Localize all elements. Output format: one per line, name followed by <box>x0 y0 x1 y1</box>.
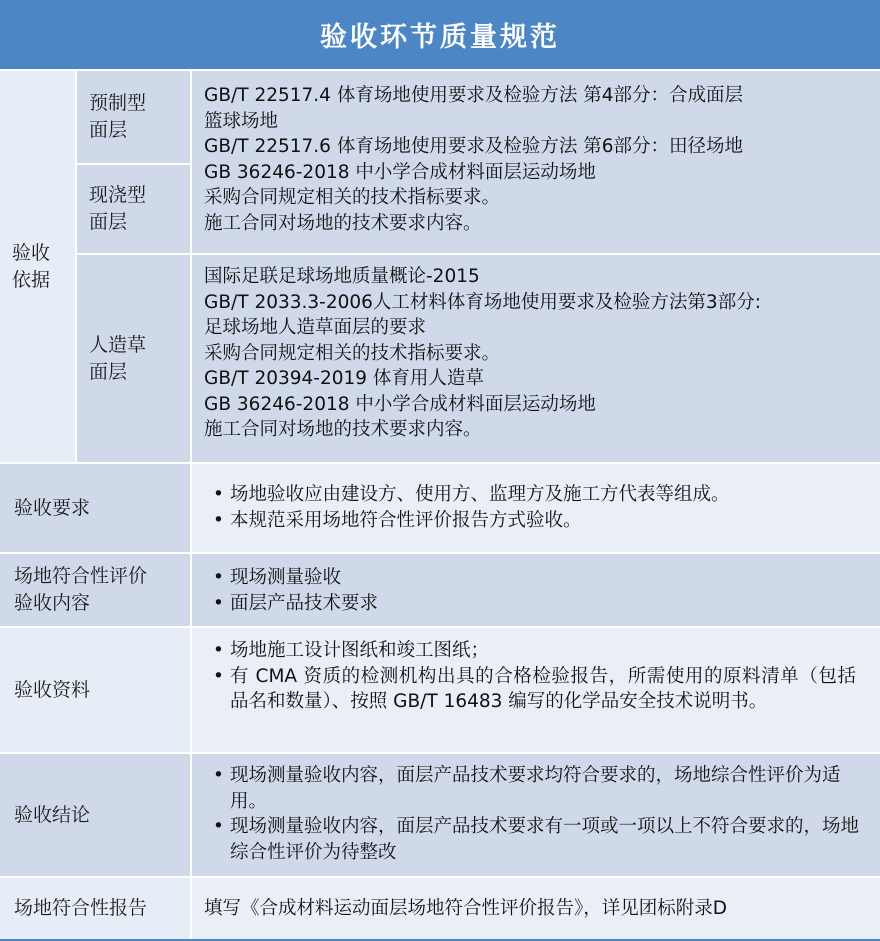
sub-label-line: 面层 <box>89 211 128 233</box>
bullet-item: • 场地施工设计图纸和竣工图纸； <box>204 638 856 664</box>
row-conclusion <box>0 754 880 876</box>
content-label <box>0 554 190 626</box>
standard-line: GB/T 22517.6 体育场地使用要求及检验方法 第6部分：田径场地 <box>204 136 743 157</box>
sub-label-precast <box>77 71 190 163</box>
sub-label-line: 面层 <box>89 360 128 383</box>
standard-line: 施工合同对场地的技术要求内容。 <box>204 419 482 440</box>
content-content <box>192 554 880 626</box>
synthetic-standards <box>192 71 880 253</box>
basis-label <box>0 71 75 462</box>
standard-line: GB 36246-2018 中小学合成材料面层运动场地 <box>204 161 596 183</box>
standard-line: 施工合同对场地的技术要求内容。 <box>204 212 482 234</box>
standard-line: 足球场地人造草面层的要求 <box>204 317 427 338</box>
sub-label-line: 现浇型 <box>89 184 147 206</box>
standard-line: 国际足联足球场地质量概论-2015 <box>204 266 480 287</box>
basis-label-line: 验收 <box>12 241 51 264</box>
requirements-label-text: 验收要求 <box>14 496 91 519</box>
materials-label <box>0 628 190 752</box>
report-text: 填写《合成材料运动面层场地符合性评价报告》，详见团标附录D <box>204 897 727 919</box>
content-label-line: 验收内容 <box>14 592 91 614</box>
page-title: 验收环节质量规范 <box>0 0 880 69</box>
content-label-line: 场地符合性评价 <box>14 565 148 587</box>
standard-line: 采购合同规定相关的技术指标要求。 <box>204 342 501 364</box>
standard-line: 篮球场地 <box>204 110 279 132</box>
standard-line: GB 36246-2018 中小学合成材料面层运动场地 <box>204 393 596 415</box>
row-content <box>0 554 880 626</box>
bullet-item: • 有 CMA 资质的检测机构出具的合格检验报告，所需使用的原料清单（包括品名和数量）、按照 GB/T 16483 编写的化学品安全技术说明书。 <box>204 664 856 715</box>
sub-label-line: 预制型 <box>89 92 147 114</box>
row-basis <box>0 71 880 462</box>
report-content <box>192 878 880 939</box>
row-report <box>0 878 880 939</box>
requirements-label <box>0 464 190 552</box>
bullet-item: • 现场测量验收内容，面层产品技术要求有一项或一项以上不符合要求的，场地综合性评价为待整改 <box>204 814 862 865</box>
standard-line: GB/T 22517.4 体育场地使用要求及检验方法 第4部分：合成面层 <box>204 85 743 106</box>
report-label <box>0 878 190 939</box>
row-materials <box>0 628 880 752</box>
row-requirements <box>0 464 880 552</box>
sub-label-cast <box>77 165 190 253</box>
basis-label-line: 依据 <box>12 268 51 291</box>
standard-line: 采购合同规定相关的技术指标要求。 <box>204 187 501 208</box>
materials-label-text: 验收资料 <box>14 678 91 701</box>
bullet-item: • 本规范采用场地符合性评价报告方式验收。 <box>204 508 880 534</box>
report-label-text: 场地符合性报告 <box>14 897 148 919</box>
materials-content <box>192 628 880 752</box>
standard-line: GB/T 20394-2019 体育用人造草 <box>204 368 484 389</box>
conclusion-content <box>192 754 880 876</box>
bullet-item: • 现场测量验收 <box>204 565 880 591</box>
bullet-item: • 面层产品技术要求 <box>204 591 880 617</box>
turf-standards <box>192 255 880 462</box>
conclusion-label <box>0 754 190 876</box>
sub-label-turf <box>77 255 190 462</box>
bullet-item: • 场地验收应由建设方、使用方、监理方及施工方代表等组成。 <box>204 482 880 508</box>
standard-line: GB/T 2033.3-2006人工材料体育场地使用要求及检验方法第3部分: <box>204 291 761 313</box>
sub-label-line: 人造草 <box>89 333 147 356</box>
requirements-content <box>192 464 880 552</box>
bullet-item: • 现场测量验收内容，面层产品技术要求均符合要求的，场地综合性评价为适用。 <box>204 763 862 814</box>
conclusion-label-text: 验收结论 <box>14 803 91 826</box>
sub-label-line: 面层 <box>89 119 128 141</box>
